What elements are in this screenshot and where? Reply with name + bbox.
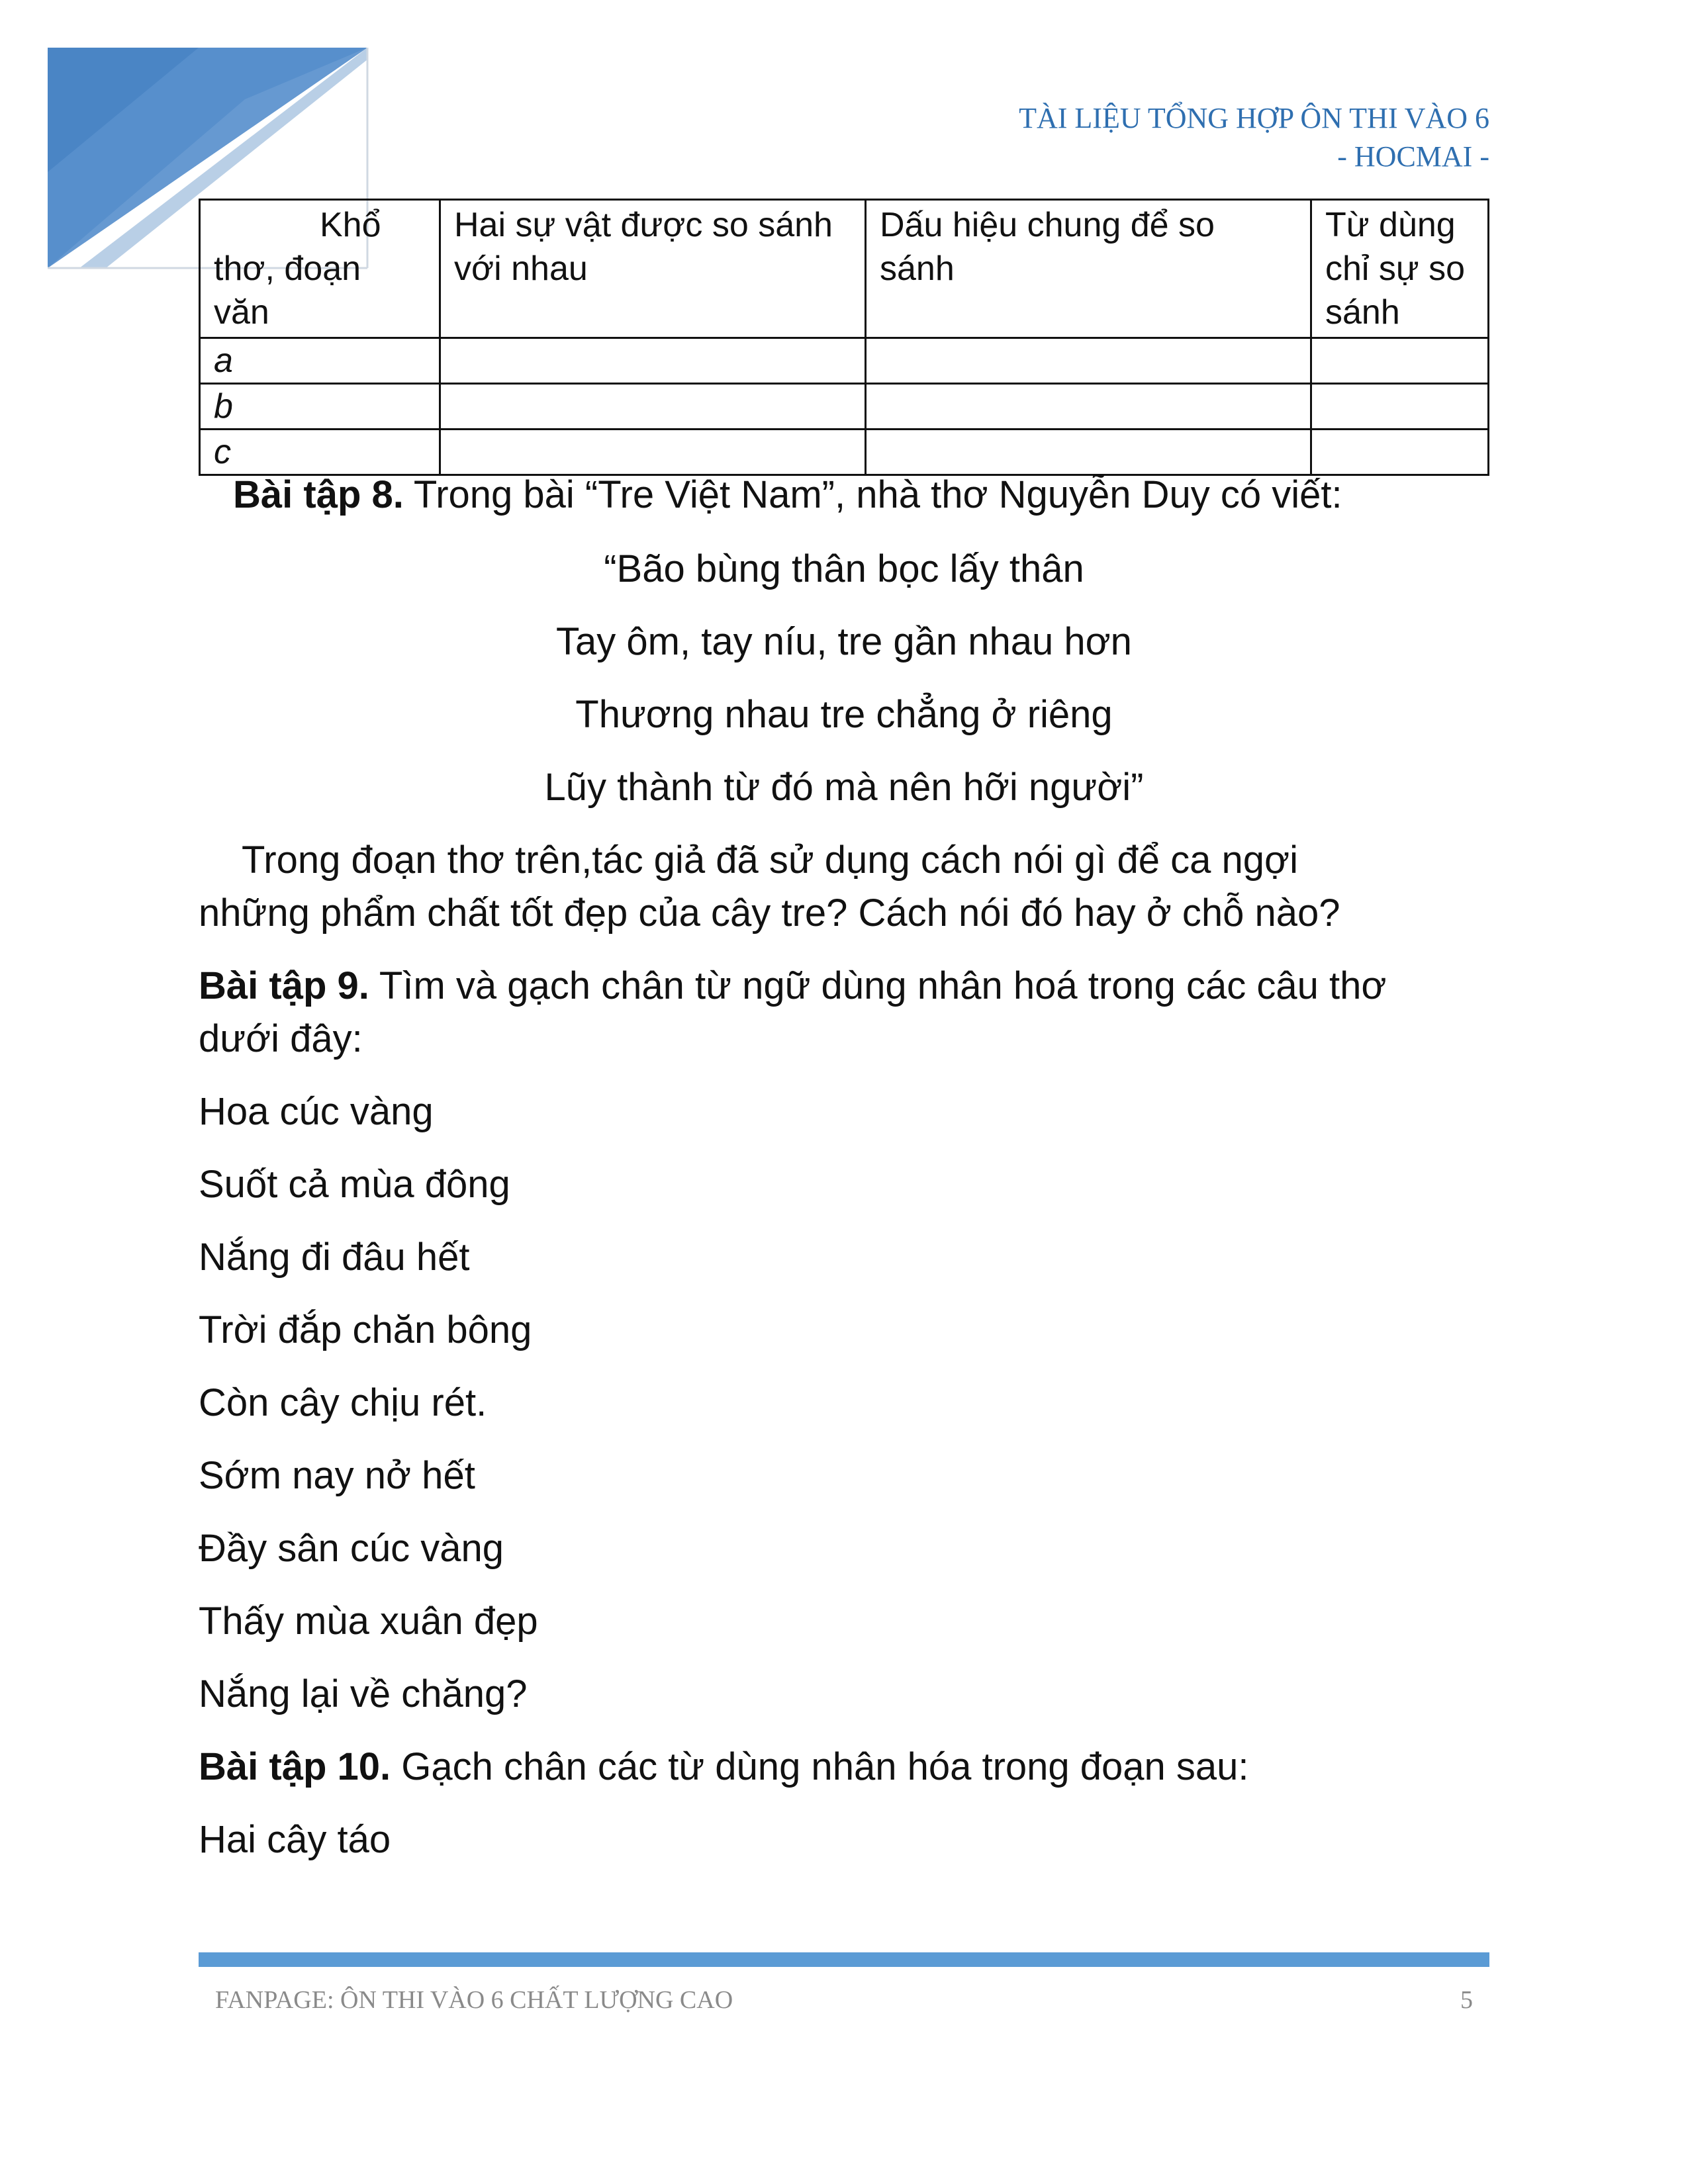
header-col1-line2: thơ, đoạn: [214, 250, 361, 288]
ex10-heading: [199, 1741, 1489, 1794]
ex8-label: Bài tập 8.: [233, 473, 404, 516]
ex9-poem-line: Nắng đi đâu hết: [199, 1236, 470, 1279]
ex10-line: Hai cây táo: [199, 1818, 391, 1861]
ex9-poem-line: Thấy mùa xuân đẹp: [199, 1600, 538, 1643]
header-col1-line3: văn: [214, 293, 269, 332]
ex9-poem-line: Nắng lại về chăng?: [199, 1672, 528, 1715]
ex8-poem-line: Thương nhau tre chẳng ở riêng: [575, 693, 1113, 736]
ex9-heading: [199, 960, 1489, 1013]
row-label: b: [200, 384, 440, 430]
ex9-poem-line: Còn cây chịu rét.: [199, 1381, 487, 1424]
ex9-poem-line: Hoa cúc vàng: [199, 1090, 434, 1133]
ex9-poem-line: Trời đắp chăn bông: [199, 1308, 532, 1351]
comparison-table: [199, 199, 1489, 476]
table-cell: [1311, 384, 1489, 430]
ex10-text: Gạch chân các từ dùng nhân hóa trong đoạn sau:: [391, 1745, 1249, 1788]
ex9-text-cont: dưới đây:: [199, 1017, 363, 1060]
ex8-poem-line: Tay ôm, tay níu, tre gần nhau hơn: [556, 620, 1132, 663]
table-header-cell: Dấu hiệu chung để so sánh: [866, 200, 1311, 338]
ex9-poem-line: Suốt cả mùa đông: [199, 1163, 510, 1206]
table-cell: [866, 338, 1311, 384]
table-cell: [866, 384, 1311, 430]
ex9-text: Tìm và gạch chân từ ngữ dùng nhân hoá trong các câu thơ: [369, 964, 1387, 1007]
table-header-cell: Từ dùng chỉ sự so sánh: [1311, 200, 1489, 338]
page-footer: [215, 1985, 1473, 2015]
ex9-poem-line: Sớm nay nở hết: [199, 1454, 475, 1497]
table-row: [200, 384, 1489, 430]
table-row: [200, 338, 1489, 384]
ex8-question-line1: Trong đoạn thơ trên,tác giả đã sử dụng cách nói gì để ca ngợi: [242, 839, 1298, 882]
header-col1-line1: Khổ: [320, 206, 381, 244]
ex8-heading: [199, 469, 1524, 522]
page-number: 5: [1460, 1986, 1473, 2014]
row-label: c: [200, 430, 440, 475]
table-header-cell: Hai sự vật được so sánh với nhau: [440, 200, 866, 338]
header-title: TÀI LIỆU TỔNG HỢP ÔN THI VÀO 6: [1019, 102, 1489, 134]
table-cell: [1311, 338, 1489, 384]
ex9-label: Bài tập 9.: [199, 964, 369, 1007]
footer-fanpage: FANPAGE: ÔN THI VÀO 6 CHẤT LƯỢNG CAO: [215, 1986, 733, 2014]
ex8-text: Trong bài “Tre Việt Nam”, nhà thơ Nguyễn Duy có viết:: [403, 473, 1342, 516]
table-header-row: [200, 200, 1489, 338]
table-header-cell: [200, 200, 440, 338]
header-brand: - HOCMAI -: [1337, 140, 1489, 173]
ex8-poem-line: “Bão bùng thân bọc lấy thân: [604, 547, 1084, 590]
ex10-label: Bài tập 10.: [199, 1745, 391, 1788]
table-cell: [440, 384, 866, 430]
ex9-poem-line: Đầy sân cúc vàng: [199, 1527, 504, 1570]
footer-rule: [199, 1952, 1489, 1967]
ex8-poem-line: Lũy thành từ đó mà nên hỡi người”: [544, 766, 1144, 809]
row-label: a: [200, 338, 440, 384]
table-cell: [440, 338, 866, 384]
document-header: [1019, 99, 1489, 176]
ex8-question-line2: những phẩm chất tốt đẹp của cây tre? Cách nói đó hay ở chỗ nào?: [199, 891, 1340, 934]
